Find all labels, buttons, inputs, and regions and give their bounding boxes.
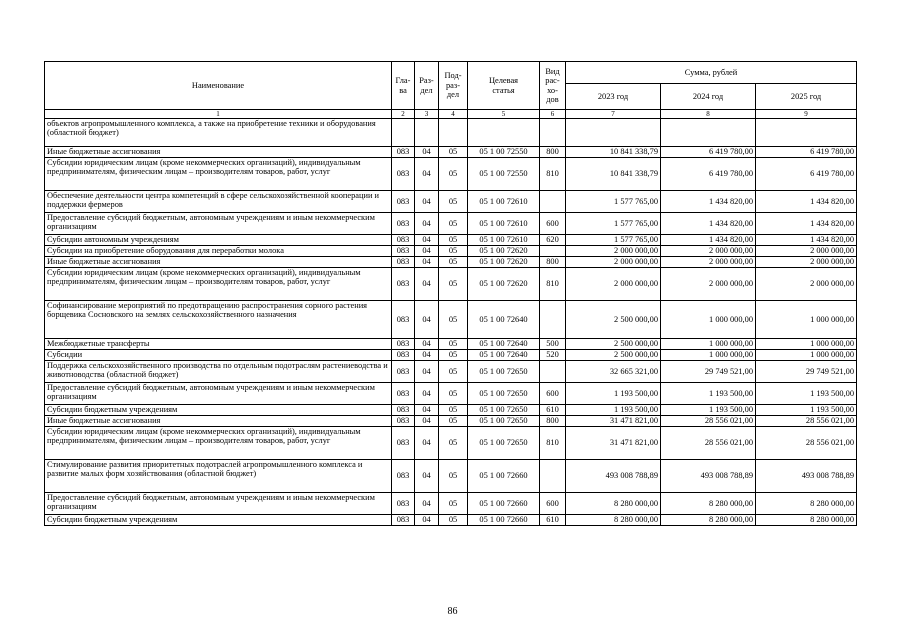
row-target-article: 05 1 00 72640 bbox=[468, 339, 540, 350]
row-amount-2025: 1 434 820,00 bbox=[756, 191, 857, 213]
row-expense-type: 610 bbox=[540, 405, 566, 416]
row-target-article: 05 1 00 72610 bbox=[468, 213, 540, 235]
row-amount-2023: 493 008 788,89 bbox=[566, 460, 661, 493]
row-expense-type: 500 bbox=[540, 339, 566, 350]
row-amount-2025: 28 556 021,00 bbox=[756, 427, 857, 460]
row-amount-2023: 2 000 000,00 bbox=[566, 257, 661, 268]
row-glava: 083 bbox=[392, 383, 415, 405]
row-name: Стимулирование развития приоритетных подотраслей агропромышленного комплекса и развитие малых форм хозяйствования (областной бюджет) bbox=[45, 460, 392, 493]
table-row bbox=[45, 158, 857, 191]
table-header bbox=[45, 62, 857, 119]
row-target-article: 05 1 00 72620 bbox=[468, 268, 540, 301]
header-podrazdel: Под- раз- дел bbox=[439, 62, 468, 110]
table-row bbox=[45, 361, 857, 383]
row-target-article: 05 1 00 72650 bbox=[468, 427, 540, 460]
column-number: 5 bbox=[468, 110, 540, 119]
row-name: Предоставление субсидий бюджетным, автономным учреждениям и иным некоммерческим организациям bbox=[45, 213, 392, 235]
row-target-article: 05 1 00 72660 bbox=[468, 493, 540, 515]
row-amount-2024: 6 419 780,00 bbox=[661, 158, 756, 191]
row-amount-2025: 8 280 000,00 bbox=[756, 515, 857, 526]
row-glava: 083 bbox=[392, 416, 415, 427]
row-amount-2023: 32 665 321,00 bbox=[566, 361, 661, 383]
row-target-article: 05 1 00 72640 bbox=[468, 301, 540, 339]
table-row bbox=[45, 427, 857, 460]
header-vid: Вид рас- хо- дов bbox=[540, 62, 566, 110]
row-amount-2023 bbox=[566, 119, 661, 147]
row-amount-2024: 1 000 000,00 bbox=[661, 350, 756, 361]
row-expense-type: 810 bbox=[540, 268, 566, 301]
row-expense-type bbox=[540, 119, 566, 147]
table-row bbox=[45, 460, 857, 493]
row-glava: 083 bbox=[392, 158, 415, 191]
row-amount-2025: 28 556 021,00 bbox=[756, 416, 857, 427]
row-amount-2024: 1 193 500,00 bbox=[661, 383, 756, 405]
row-amount-2024 bbox=[661, 119, 756, 147]
row-expense-type bbox=[540, 460, 566, 493]
row-name: Иные бюджетные ассигнования bbox=[45, 147, 392, 158]
row-amount-2023: 2 500 000,00 bbox=[566, 339, 661, 350]
row-glava bbox=[392, 119, 415, 147]
row-glava: 083 bbox=[392, 301, 415, 339]
row-razdel: 04 bbox=[415, 257, 439, 268]
row-name: Субсидии юридическим лицам (кроме некоммерческих организаций), индивидуальным предпринимателям, физическим лицам – производителям товаров, работ, услуг bbox=[45, 427, 392, 460]
row-amount-2024: 28 556 021,00 bbox=[661, 416, 756, 427]
row-amount-2023: 8 280 000,00 bbox=[566, 515, 661, 526]
header-glava: Гла- ва bbox=[392, 62, 415, 110]
row-glava: 083 bbox=[392, 191, 415, 213]
row-expense-type: 810 bbox=[540, 158, 566, 191]
row-razdel: 04 bbox=[415, 213, 439, 235]
row-expense-type: 600 bbox=[540, 493, 566, 515]
table-row bbox=[45, 213, 857, 235]
row-amount-2024: 1 000 000,00 bbox=[661, 339, 756, 350]
row-target-article: 05 1 00 72660 bbox=[468, 515, 540, 526]
row-podrazdel: 05 bbox=[439, 213, 468, 235]
row-amount-2024: 28 556 021,00 bbox=[661, 427, 756, 460]
row-razdel: 04 bbox=[415, 515, 439, 526]
column-number: 6 bbox=[540, 110, 566, 119]
row-podrazdel: 05 bbox=[439, 350, 468, 361]
column-number: 8 bbox=[661, 110, 756, 119]
row-glava: 083 bbox=[392, 257, 415, 268]
row-amount-2024: 8 280 000,00 bbox=[661, 515, 756, 526]
page-number: 86 bbox=[447, 606, 458, 617]
row-name: Субсидии на приобретение оборудования для переработки молока bbox=[45, 246, 392, 257]
row-target-article: 05 1 00 72650 bbox=[468, 383, 540, 405]
row-razdel: 04 bbox=[415, 147, 439, 158]
header-sum: Сумма, рублей bbox=[566, 62, 857, 84]
column-number: 3 bbox=[415, 110, 439, 119]
table-row bbox=[45, 515, 857, 526]
row-target-article: 05 1 00 72550 bbox=[468, 158, 540, 191]
row-razdel bbox=[415, 119, 439, 147]
table-row bbox=[45, 416, 857, 427]
row-glava: 083 bbox=[392, 493, 415, 515]
row-name: объектов агропромышленного комплекса, а также на приобретение техники и оборудования (областной бюджет) bbox=[45, 119, 392, 147]
row-name: Предоставление субсидий бюджетным, автономным учреждениям и иным некоммерческим организациям bbox=[45, 493, 392, 515]
column-number: 4 bbox=[439, 110, 468, 119]
row-podrazdel: 05 bbox=[439, 361, 468, 383]
row-name: Субсидии юридическим лицам (кроме некоммерческих организаций), индивидуальным предпринимателям, физическим лицам – производителям товаров, работ, услуг bbox=[45, 158, 392, 191]
row-podrazdel: 05 bbox=[439, 427, 468, 460]
row-razdel: 04 bbox=[415, 405, 439, 416]
row-expense-type: 800 bbox=[540, 257, 566, 268]
row-name: Субсидии автономным учреждениям bbox=[45, 235, 392, 246]
row-amount-2023: 10 841 338,79 bbox=[566, 158, 661, 191]
row-razdel: 04 bbox=[415, 235, 439, 246]
row-amount-2024: 493 008 788,89 bbox=[661, 460, 756, 493]
row-amount-2025: 1 434 820,00 bbox=[756, 213, 857, 235]
row-podrazdel: 05 bbox=[439, 158, 468, 191]
row-amount-2025: 6 419 780,00 bbox=[756, 158, 857, 191]
row-name: Иные бюджетные ассигнования bbox=[45, 257, 392, 268]
row-podrazdel: 05 bbox=[439, 147, 468, 158]
header-year-2024: 2024 год bbox=[661, 84, 756, 110]
row-target-article bbox=[468, 119, 540, 147]
table-row bbox=[45, 493, 857, 515]
row-expense-type: 620 bbox=[540, 235, 566, 246]
row-name: Обеспечение деятельности центра компетенций в сфере сельскохозяйственной кооперации и поддержки фермеров bbox=[45, 191, 392, 213]
row-amount-2023: 1 577 765,00 bbox=[566, 213, 661, 235]
table-row bbox=[45, 301, 857, 339]
row-amount-2023: 2 000 000,00 bbox=[566, 268, 661, 301]
row-target-article: 05 1 00 72620 bbox=[468, 246, 540, 257]
row-target-article: 05 1 00 72660 bbox=[468, 460, 540, 493]
row-glava: 083 bbox=[392, 405, 415, 416]
row-amount-2024: 2 000 000,00 bbox=[661, 246, 756, 257]
row-razdel: 04 bbox=[415, 158, 439, 191]
row-podrazdel: 05 bbox=[439, 339, 468, 350]
table-body bbox=[45, 119, 857, 526]
header-razdel: Раз- дел bbox=[415, 62, 439, 110]
row-target-article: 05 1 00 72610 bbox=[468, 235, 540, 246]
row-name: Поддержка сельскохозяйственного производства по отдельным подотраслям растениеводства и животноводства (областной бюджет) bbox=[45, 361, 392, 383]
row-amount-2025: 2 000 000,00 bbox=[756, 257, 857, 268]
header-year-2025: 2025 год bbox=[756, 84, 857, 110]
row-amount-2025: 2 000 000,00 bbox=[756, 268, 857, 301]
row-amount-2025: 2 000 000,00 bbox=[756, 246, 857, 257]
row-amount-2023: 10 841 338,79 bbox=[566, 147, 661, 158]
row-glava: 083 bbox=[392, 515, 415, 526]
header-name: Наименование bbox=[45, 62, 392, 110]
row-amount-2023: 1 577 765,00 bbox=[566, 191, 661, 213]
row-podrazdel bbox=[439, 119, 468, 147]
table-row bbox=[45, 119, 857, 147]
row-amount-2024: 1 434 820,00 bbox=[661, 235, 756, 246]
row-amount-2023: 2 500 000,00 bbox=[566, 350, 661, 361]
row-expense-type: 520 bbox=[540, 350, 566, 361]
row-glava: 083 bbox=[392, 427, 415, 460]
row-expense-type: 600 bbox=[540, 383, 566, 405]
table-row bbox=[45, 235, 857, 246]
row-glava: 083 bbox=[392, 350, 415, 361]
row-name: Субсидии юридическим лицам (кроме некоммерческих организаций), индивидуальным предпринимателям, физическим лицам – производителям товаров, работ, услуг bbox=[45, 268, 392, 301]
row-amount-2024: 1 193 500,00 bbox=[661, 405, 756, 416]
row-target-article: 05 1 00 72650 bbox=[468, 361, 540, 383]
row-amount-2024: 2 000 000,00 bbox=[661, 268, 756, 301]
column-number: 9 bbox=[756, 110, 857, 119]
row-amount-2025: 8 280 000,00 bbox=[756, 493, 857, 515]
row-glava: 083 bbox=[392, 361, 415, 383]
row-glava: 083 bbox=[392, 213, 415, 235]
row-amount-2023: 1 193 500,00 bbox=[566, 405, 661, 416]
row-amount-2023: 1 577 765,00 bbox=[566, 235, 661, 246]
row-amount-2024: 1 000 000,00 bbox=[661, 301, 756, 339]
column-number: 2 bbox=[392, 110, 415, 119]
row-amount-2025: 1 434 820,00 bbox=[756, 235, 857, 246]
row-podrazdel: 05 bbox=[439, 246, 468, 257]
row-podrazdel: 05 bbox=[439, 268, 468, 301]
row-name: Софинансирование мероприятий по предотвращению распространения сорного растения борщевика Сосновского на землях сельскохозяйственного назначения bbox=[45, 301, 392, 339]
table-row bbox=[45, 339, 857, 350]
row-razdel: 04 bbox=[415, 191, 439, 213]
table-row bbox=[45, 383, 857, 405]
row-expense-type: 810 bbox=[540, 427, 566, 460]
row-podrazdel: 05 bbox=[439, 235, 468, 246]
row-razdel: 04 bbox=[415, 301, 439, 339]
row-amount-2023: 1 193 500,00 bbox=[566, 383, 661, 405]
row-amount-2024: 8 280 000,00 bbox=[661, 493, 756, 515]
row-razdel: 04 bbox=[415, 416, 439, 427]
row-expense-type: 600 bbox=[540, 213, 566, 235]
row-target-article: 05 1 00 72610 bbox=[468, 191, 540, 213]
row-razdel: 04 bbox=[415, 361, 439, 383]
row-name: Иные бюджетные ассигнования bbox=[45, 416, 392, 427]
row-amount-2023: 2 000 000,00 bbox=[566, 246, 661, 257]
row-razdel: 04 bbox=[415, 383, 439, 405]
row-target-article: 05 1 00 72620 bbox=[468, 257, 540, 268]
row-amount-2023: 8 280 000,00 bbox=[566, 493, 661, 515]
table-row bbox=[45, 191, 857, 213]
column-number-row bbox=[45, 110, 857, 119]
row-glava: 083 bbox=[392, 147, 415, 158]
header-year-2023: 2023 год bbox=[566, 84, 661, 110]
row-glava: 083 bbox=[392, 246, 415, 257]
row-amount-2023: 2 500 000,00 bbox=[566, 301, 661, 339]
row-podrazdel: 05 bbox=[439, 493, 468, 515]
row-podrazdel: 05 bbox=[439, 460, 468, 493]
row-amount-2025: 1 000 000,00 bbox=[756, 301, 857, 339]
row-glava: 083 bbox=[392, 339, 415, 350]
row-podrazdel: 05 bbox=[439, 416, 468, 427]
row-name: Субсидии бюджетным учреждениям bbox=[45, 405, 392, 416]
row-podrazdel: 05 bbox=[439, 515, 468, 526]
row-amount-2024: 29 749 521,00 bbox=[661, 361, 756, 383]
row-razdel: 04 bbox=[415, 427, 439, 460]
row-expense-type bbox=[540, 246, 566, 257]
row-target-article: 05 1 00 72650 bbox=[468, 405, 540, 416]
row-glava: 083 bbox=[392, 268, 415, 301]
row-podrazdel: 05 bbox=[439, 301, 468, 339]
table-row bbox=[45, 268, 857, 301]
row-expense-type: 610 bbox=[540, 515, 566, 526]
table-row bbox=[45, 147, 857, 158]
row-amount-2025: 493 008 788,89 bbox=[756, 460, 857, 493]
row-amount-2023: 31 471 821,00 bbox=[566, 427, 661, 460]
column-number: 1 bbox=[45, 110, 392, 119]
row-amount-2025: 1 193 500,00 bbox=[756, 405, 857, 416]
row-razdel: 04 bbox=[415, 268, 439, 301]
row-podrazdel: 05 bbox=[439, 383, 468, 405]
row-podrazdel: 05 bbox=[439, 257, 468, 268]
row-amount-2025 bbox=[756, 119, 857, 147]
row-amount-2025: 1 000 000,00 bbox=[756, 350, 857, 361]
row-amount-2024: 6 419 780,00 bbox=[661, 147, 756, 158]
row-amount-2025: 1 000 000,00 bbox=[756, 339, 857, 350]
row-razdel: 04 bbox=[415, 246, 439, 257]
table-row bbox=[45, 350, 857, 361]
row-podrazdel: 05 bbox=[439, 405, 468, 416]
row-amount-2024: 1 434 820,00 bbox=[661, 213, 756, 235]
row-expense-type bbox=[540, 361, 566, 383]
row-expense-type bbox=[540, 301, 566, 339]
row-expense-type: 800 bbox=[540, 416, 566, 427]
row-glava: 083 bbox=[392, 460, 415, 493]
row-name: Межбюджетные трансферты bbox=[45, 339, 392, 350]
row-expense-type bbox=[540, 191, 566, 213]
row-expense-type: 800 bbox=[540, 147, 566, 158]
row-amount-2025: 29 749 521,00 bbox=[756, 361, 857, 383]
row-amount-2025: 1 193 500,00 bbox=[756, 383, 857, 405]
row-target-article: 05 1 00 72640 bbox=[468, 350, 540, 361]
row-glava: 083 bbox=[392, 235, 415, 246]
header-target: Целевая статья bbox=[468, 62, 540, 110]
row-razdel: 04 bbox=[415, 493, 439, 515]
column-number: 7 bbox=[566, 110, 661, 119]
row-amount-2024: 2 000 000,00 bbox=[661, 257, 756, 268]
row-razdel: 04 bbox=[415, 339, 439, 350]
row-amount-2023: 31 471 821,00 bbox=[566, 416, 661, 427]
row-name: Субсидии bbox=[45, 350, 392, 361]
row-amount-2024: 1 434 820,00 bbox=[661, 191, 756, 213]
row-razdel: 04 bbox=[415, 350, 439, 361]
row-target-article: 05 1 00 72650 bbox=[468, 416, 540, 427]
table-row bbox=[45, 246, 857, 257]
budget-table bbox=[44, 61, 857, 526]
row-target-article: 05 1 00 72550 bbox=[468, 147, 540, 158]
row-razdel: 04 bbox=[415, 460, 439, 493]
table-row bbox=[45, 405, 857, 416]
row-name: Субсидии бюджетным учреждениям bbox=[45, 515, 392, 526]
row-name: Предоставление субсидий бюджетным, автономным учреждениям и иным некоммерческим организациям bbox=[45, 383, 392, 405]
table-row bbox=[45, 257, 857, 268]
row-amount-2025: 6 419 780,00 bbox=[756, 147, 857, 158]
row-podrazdel: 05 bbox=[439, 191, 468, 213]
